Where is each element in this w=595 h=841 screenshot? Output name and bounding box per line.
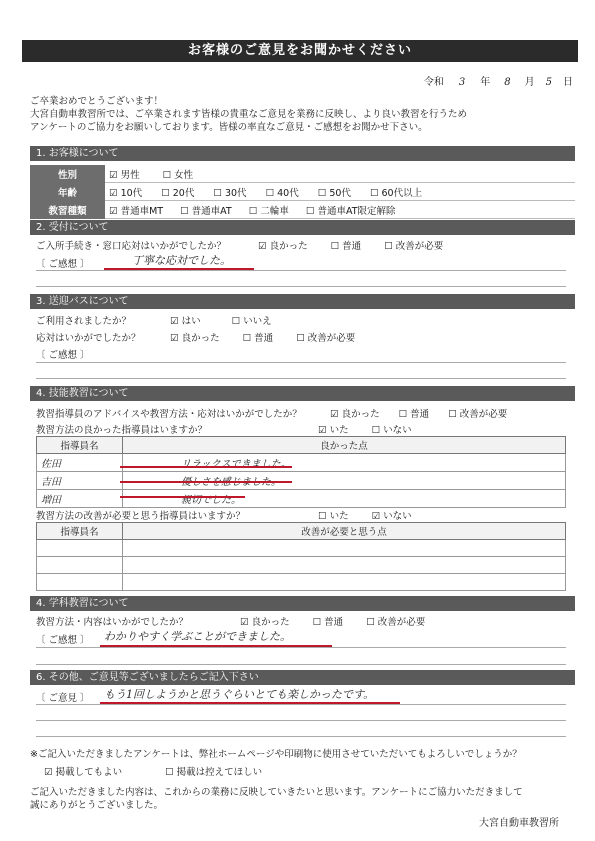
bus-service-question: 応対はいかがでしたか？ [36, 333, 141, 344]
checkbox-icon[interactable]: ☐ [398, 409, 408, 420]
closing-line: 誠にありがとうございました。 [30, 800, 164, 811]
bus-service-option[interactable] [170, 330, 220, 344]
reception-option[interactable] [384, 238, 443, 252]
reception-option[interactable] [331, 238, 362, 252]
gender-option[interactable] [163, 167, 194, 181]
reception-question: ご入所手続き・窓口応対はいかがでしたか？ [36, 241, 227, 252]
age-option[interactable] [213, 185, 246, 199]
column-header: 指導員名 [37, 437, 123, 454]
option-label: 良かった [181, 333, 220, 344]
column-header: 良かった点 [123, 437, 566, 454]
gender-label: 性別 [30, 165, 105, 183]
date-line [424, 73, 573, 88]
table-row [37, 472, 566, 490]
customer-profile-table [30, 165, 575, 219]
consent-option[interactable] [165, 764, 262, 778]
checkbox-icon[interactable]: ☐ [296, 333, 305, 344]
comment-rule [36, 647, 566, 648]
table-cell [123, 540, 566, 557]
skill-advice-question: 教習指導員のアドバイスや教習方法・応対はいかがでしたか？ [36, 409, 302, 420]
course-option[interactable] [180, 203, 232, 217]
checkbox-icon[interactable]: ☐ [384, 241, 393, 252]
page-title: お客様のご意見をお聞かせください [22, 40, 578, 62]
table-row [37, 574, 566, 591]
signature: 大宮自動車教習所 [479, 818, 559, 829]
age-label: 年齢 [30, 183, 105, 201]
bad-instructor-question: 教習方法の改善が必要と思う指導員はいますか？ [36, 511, 246, 522]
classroom-option[interactable] [366, 614, 425, 628]
checkbox-icon[interactable]: ☐ [369, 187, 379, 199]
underline-mark [120, 496, 245, 498]
reception-option[interactable] [258, 238, 308, 252]
comment-rule [36, 362, 566, 363]
instructor-good-point: 優しさを感じました。 [123, 472, 566, 490]
column-header: 指導員名 [37, 523, 123, 540]
checkbox-icon[interactable]: ☑ [109, 187, 118, 199]
option-label: 良かった [341, 409, 380, 420]
skill-advice-option[interactable] [399, 406, 430, 420]
skill-advice-option[interactable] [448, 406, 507, 420]
intro-line: ご卒業おめでとうございます！ [30, 96, 164, 107]
checkbox-icon[interactable]: ☐ [312, 617, 322, 628]
bus-use-option[interactable] [232, 313, 272, 327]
comment-rule [36, 704, 566, 705]
checkbox-icon[interactable]: ☐ [231, 316, 241, 327]
table-cell [37, 557, 123, 574]
age-option[interactable] [161, 185, 194, 199]
comment-rule [36, 736, 566, 737]
checkbox-icon[interactable]: ☐ [242, 333, 252, 344]
bus-use-options [170, 313, 292, 327]
instructor-name: 増田 [37, 490, 123, 508]
gender-options [105, 165, 575, 183]
checkbox-icon[interactable]: ☑ [318, 425, 327, 436]
bus-use-option[interactable] [170, 313, 201, 327]
bad-instructor-options [318, 508, 432, 522]
section-3-heading: 3. 送迎バスについて [30, 294, 575, 309]
age-options [105, 183, 575, 201]
age-option[interactable] [109, 185, 142, 199]
option-label: 普通車MT [120, 205, 164, 217]
checkbox-icon[interactable]: ☐ [265, 187, 275, 199]
table-row [37, 557, 566, 574]
option-label: 普通 [254, 333, 274, 344]
option-label: いいえ [243, 316, 272, 327]
course-option[interactable] [249, 203, 289, 217]
reception-comment: 丁寧な応対でした。 [132, 254, 231, 267]
table-cell [37, 540, 123, 557]
checkbox-icon[interactable]: ☑ [109, 169, 118, 181]
option-label: 男性 [120, 169, 140, 181]
option-label: 改善が必要 [395, 241, 444, 252]
classroom-question: 教習方法・内容はいかがでしたか？ [36, 617, 189, 628]
option-label: 10代 [120, 187, 143, 199]
date-day-unit: 日 [563, 77, 573, 88]
date-year: 3 [458, 77, 466, 88]
gender-option[interactable] [109, 167, 140, 181]
age-option[interactable] [318, 185, 351, 199]
bus-service-option[interactable] [243, 330, 274, 344]
bus-comment-label: 〔 ご感想 〕 [36, 350, 90, 361]
intro-text [30, 95, 570, 134]
date-year-unit: 年 [480, 77, 491, 88]
underline-mark [120, 481, 292, 483]
table-cell [123, 574, 566, 591]
checkbox-icon[interactable]: ☐ [162, 169, 172, 181]
course-options [105, 201, 575, 219]
good-instructor-table [36, 436, 566, 508]
age-option[interactable] [370, 185, 422, 199]
checkbox-icon[interactable]: ☐ [448, 409, 457, 420]
skill-advice-options [330, 406, 507, 420]
table-cell [37, 574, 123, 591]
classroom-comment-label: 〔 ご感想 〕 [36, 635, 90, 646]
good-instructor-question: 教習方法の良かった指導員はいますか？ [36, 425, 208, 436]
consent-options [44, 764, 282, 778]
intro-line: アンケートのご協力をお願いしております。皆様の率直なご意見・ご感想をお聞かせ下さい。 [30, 122, 428, 133]
date-era: 令和 [423, 77, 444, 88]
course-option[interactable] [306, 203, 396, 217]
date-month: 8 [504, 77, 511, 88]
comment-rule [36, 720, 566, 721]
option-label: 普通 [324, 617, 344, 628]
section-2-heading: 2. 受付について [30, 220, 575, 235]
course-option[interactable] [109, 203, 163, 217]
table-row [37, 454, 566, 472]
table-row [37, 490, 566, 508]
option-label: 50代 [329, 187, 351, 199]
good-instructor-option[interactable] [372, 422, 412, 436]
checkbox-icon[interactable]: ☑ [371, 511, 381, 522]
option-label: 60代以上 [381, 187, 423, 199]
instructor-good-point: リラックスできました。 [123, 454, 566, 472]
option-label: 40代 [277, 187, 299, 199]
checkbox-icon[interactable]: ☑ [170, 316, 179, 327]
bad-instructor-table [36, 522, 566, 591]
checkbox-icon[interactable]: ☑ [170, 333, 179, 344]
instructor-good-point: 親切でした。 [123, 490, 566, 508]
column-header: 改善が必要と思う点 [123, 523, 566, 540]
option-label: 二輪車 [260, 205, 289, 217]
other-comment: もう1回しようかと思うぐらいとても楽しかったです。 [104, 688, 375, 701]
option-label: はい [181, 316, 201, 327]
option-label: 改善が必要 [459, 409, 508, 420]
closing-text [30, 786, 575, 812]
comment-rule [36, 664, 566, 665]
consent-question: ※ご記入いただきましたアンケートは、弊社ホームページや印刷物に使用させていただいてもよろしいでしょうか？ [30, 749, 522, 760]
table-cell [123, 557, 566, 574]
checkbox-icon[interactable]: ☑ [240, 617, 249, 628]
option-label: 普通車AT限定解除 [317, 205, 396, 217]
option-label: 掲載してもよい [55, 767, 123, 778]
checkbox-icon[interactable]: ☐ [371, 425, 381, 436]
checkbox-icon[interactable]: ☑ [330, 409, 339, 420]
checkbox-icon[interactable]: ☐ [213, 187, 222, 199]
date-day: 5 [545, 77, 552, 88]
checkbox-icon[interactable]: ☑ [44, 767, 53, 778]
checkbox-icon[interactable]: ☐ [165, 767, 174, 778]
option-label: いた [329, 511, 349, 522]
section-1-heading: 1. お客様について [30, 146, 575, 161]
checkbox-icon[interactable]: ☐ [317, 187, 327, 199]
option-label: いた [329, 425, 349, 436]
checkbox-icon[interactable]: ☐ [248, 205, 258, 217]
option-label: 改善が必要 [307, 333, 356, 344]
classroom-options [240, 614, 445, 628]
classroom-option[interactable] [240, 614, 290, 628]
age-option[interactable] [266, 185, 299, 199]
option-label: いない [383, 425, 412, 436]
bad-instructor-option[interactable] [372, 508, 412, 522]
reception-options [258, 238, 463, 252]
bus-service-option[interactable] [296, 330, 355, 344]
section-5-heading: 4. 学科教習について [30, 596, 575, 611]
comment-rule [36, 286, 566, 287]
option-label: 30代 [224, 187, 247, 199]
section-6-heading: 6. その他、ご意見等ございましたらご記入下さい [30, 670, 575, 685]
bus-use-question: ご利用されましたか？ [36, 316, 132, 327]
option-label: 普通 [410, 409, 430, 420]
option-label: 普通車AT [191, 205, 232, 217]
classroom-comment: わかりやすく学ぶことができました。 [104, 630, 291, 643]
option-label: 20代 [172, 187, 195, 199]
closing-line: ご記入いただきました内容は、これからの業務に反映していきたいと思います。アンケートにご協力いただきまして [30, 787, 523, 798]
skill-advice-option[interactable] [330, 406, 380, 420]
option-label: いない [383, 511, 412, 522]
instructor-name: 佐田 [37, 454, 123, 472]
underline-mark [120, 466, 292, 468]
good-instructor-option[interactable] [318, 422, 349, 436]
table-row [37, 540, 566, 557]
other-comment-label: 〔 ご意見 〕 [36, 693, 90, 704]
option-label: 良かった [251, 617, 290, 628]
checkbox-icon[interactable]: ☐ [180, 205, 189, 217]
checkbox-icon[interactable]: ☑ [109, 205, 118, 217]
intro-line: 大宮自動車教習所では、ご卒業されます皆様の貴重なご意見を業務に反映し、より良い教習を行うため [30, 109, 468, 120]
checkbox-icon[interactable]: ☐ [161, 187, 170, 199]
option-label: 良かった [269, 241, 308, 252]
bus-service-options [170, 330, 375, 344]
option-label: 女性 [174, 169, 194, 181]
option-label: 普通 [342, 241, 362, 252]
good-instructor-options [318, 422, 432, 436]
option-label: 改善が必要 [377, 617, 426, 628]
reception-comment-label: 〔 ご感想 〕 [36, 259, 90, 270]
checkbox-icon[interactable]: ☐ [330, 241, 340, 252]
checkbox-icon[interactable]: ☐ [305, 205, 315, 217]
section-4-heading: 4. 技能教習について [30, 386, 575, 401]
checkbox-icon[interactable]: ☐ [318, 511, 327, 522]
checkbox-icon[interactable]: ☐ [366, 617, 375, 628]
instructor-name: 吉田 [37, 472, 123, 490]
option-label: 掲載は控えてほしい [176, 767, 263, 778]
course-label: 教習種類 [30, 201, 105, 219]
consent-option[interactable] [44, 764, 122, 778]
date-month-unit: 月 [524, 77, 535, 88]
checkbox-icon[interactable]: ☑ [258, 241, 267, 252]
classroom-option[interactable] [313, 614, 344, 628]
comment-rule [36, 378, 566, 379]
comment-rule [36, 270, 566, 271]
bad-instructor-option[interactable] [318, 508, 349, 522]
